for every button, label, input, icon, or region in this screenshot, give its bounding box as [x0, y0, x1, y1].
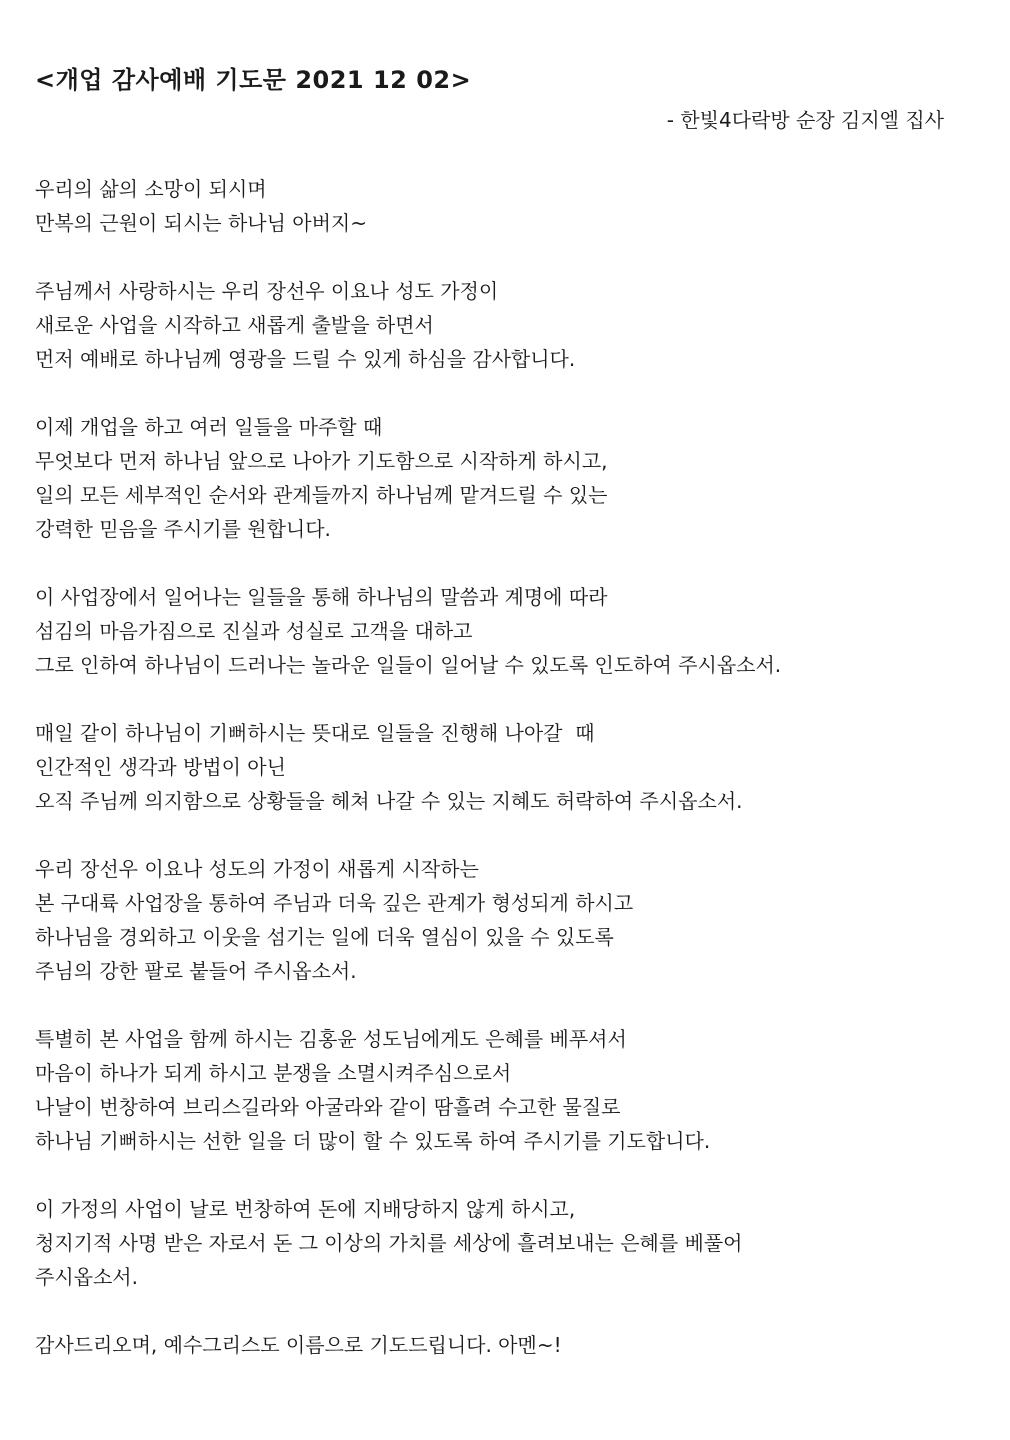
text-line: 우리의 삶의 소망이 되시며: [35, 177, 267, 201]
text-line: 본 구대륙 사업장을 통하여 주님과 더욱 깊은 관계가 형성되게 하시고: [35, 891, 634, 915]
text-line: 하나님을 경외하고 이웃을 섬기는 일에 더욱 열심이 있을 수 있도록: [35, 925, 614, 949]
text-line: 강력한 믿음을 주시기를 원합니다.: [35, 517, 331, 541]
text-line: 먼저 예배로 하나님께 영광을 드릴 수 있게 하심을 감사합니다.: [35, 347, 576, 371]
text-line: 주님께서 사랑하시는 우리 장선우 이요나 성도 가정이: [35, 279, 499, 303]
paragraph-4: [35, 580, 975, 682]
paragraph-7: [35, 1022, 975, 1158]
text-line: 주님의 강한 팔로 붙들어 주시옵소서.: [35, 959, 357, 983]
text-line: 감사드리오며, 예수그리스도 이름으로 기도드립니다. 아멘~!: [35, 1333, 562, 1357]
text-line: 하나님 기뻐하시는 선한 일을 더 많이 할 수 있도록 하여 주시기를 기도합니다.: [35, 1129, 711, 1153]
text-line: 청지기적 사명 받은 자로서 돈 그 이상의 가치를 세상에 흘려보내는 은혜를 베풀어: [35, 1231, 743, 1255]
text-line: 나날이 번창하여 브리스길라와 아굴라와 같이 땀흘려 수고한 물질로: [35, 1095, 621, 1119]
text-line: 우리 장선우 이요나 성도의 가정이 새롭게 시작하는: [35, 857, 479, 881]
author-line: - 한빛4다락방 순장 김지엘 집사: [666, 108, 944, 132]
text-line: 이제 개업을 하고 여러 일들을 마주할 때: [35, 415, 383, 439]
text-line: 오직 주님께 의지함으로 상황들을 헤쳐 나갈 수 있는 지혜도 허락하여 주시옵소서.: [35, 789, 743, 813]
paragraph-6: [35, 852, 975, 988]
text-line: 마음이 하나가 되게 하시고 분쟁을 소멸시켜주심으로서: [35, 1061, 512, 1085]
text-line: 무엇보다 먼저 하나님 앞으로 나아가 기도함으로 시작하게 하시고,: [35, 449, 608, 473]
text-line: 주시옵소서.: [35, 1265, 138, 1289]
document-title: <개업 감사예배 기도문 2021 12 02>: [35, 66, 472, 94]
text-line: 매일 같이 하나님이 기뻐하시는 뜻대로 일들을 진행해 나아갈 때: [35, 721, 595, 745]
paragraph-1: [35, 172, 975, 240]
text-line: 인간적인 생각과 방법이 아닌: [35, 755, 286, 779]
prayer-body: [35, 172, 975, 1396]
text-line: 특별히 본 사업을 함께 하시는 김홍윤 성도님에게도 은혜를 베푸셔서: [35, 1027, 627, 1051]
paragraph-8: [35, 1192, 975, 1294]
text-line: 그로 인하여 하나님이 드러나는 놀라운 일들이 일어날 수 있도록 인도하여 주시옵소서.: [35, 653, 782, 677]
paragraph-5: [35, 716, 975, 818]
paragraph-2: [35, 274, 975, 376]
paragraph-9: [35, 1328, 975, 1362]
text-line: 만복의 근원이 되시는 하나님 아버지~: [35, 211, 367, 235]
text-line: 이 사업장에서 일어나는 일들을 통해 하나님의 말씀과 계명에 따라: [35, 585, 608, 609]
text-line: 새로운 사업을 시작하고 새롭게 출발을 하면서: [35, 313, 434, 337]
paragraph-3: [35, 410, 975, 546]
text-line: 이 가정의 사업이 날로 번창하여 돈에 지배당하지 않게 하시고,: [35, 1197, 576, 1221]
text-line: 일의 모든 세부적인 순서와 관계들까지 하나님께 맡겨드릴 수 있는: [35, 483, 608, 507]
text-line: 섬김의 마음가짐으로 진실과 성실로 고객을 대하고: [35, 619, 473, 643]
